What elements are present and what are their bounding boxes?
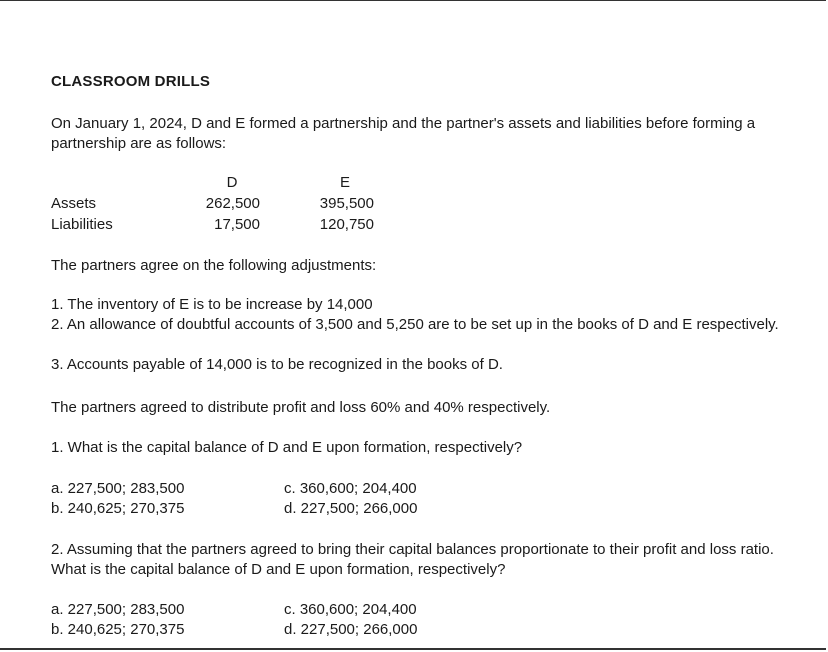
table-header-d: D — [226, 174, 238, 191]
question-1-choice-b: b. 240,625; 270,375 — [51, 500, 185, 517]
intro-paragraph: On January 1, 2024, D and E formed a partnership and the partner's assets and liabilities before forming a partnership are as follows: — [51, 115, 756, 152]
question-2-choice-a: a. 227,500; 283,500 — [51, 601, 185, 618]
question-2-choice-b: b. 240,625; 270,375 — [51, 621, 185, 638]
profit-loss-paragraph: The partners agreed to distribute profit and loss 60% and 40% respectively. — [51, 399, 551, 416]
table-row-label-liabilities: Liabilities — [51, 216, 113, 233]
page-title: CLASSROOM DRILLS — [51, 73, 211, 90]
question-2-choice-c: c. 360,600; 204,400 — [284, 601, 417, 618]
question-1-choice-d: d. 227,500; 266,000 — [284, 500, 418, 517]
table-cell-liabilities-e: 120,750 — [319, 216, 374, 233]
question-1-choice-c: c. 360,600; 204,400 — [284, 480, 417, 497]
table-cell-assets-e: 395,500 — [319, 195, 374, 212]
table-cell-liabilities-d: 17,500 — [214, 216, 260, 233]
adjustment-item-3: 3. Accounts payable of 14,000 is to be recognized in the books of D. — [51, 356, 503, 373]
table-row-label-assets: Assets — [51, 195, 97, 212]
adjustment-item-1: 1. The inventory of E is to be increase by 14,000 — [51, 296, 373, 313]
table-cell-assets-d: 262,500 — [205, 195, 260, 212]
adjustments-intro: The partners agree on the following adjustments: — [51, 257, 377, 274]
question-2-choice-d: d. 227,500; 266,000 — [284, 621, 418, 638]
question-1-text: 1. What is the capital balance of D and E upon formation, respectively? — [51, 439, 523, 456]
adjustment-item-2: 2. An allowance of doubtful accounts of 3,500 and 5,250 are to be set up in the books of D and E respectively. — [51, 316, 779, 333]
question-1-choice-a: a. 227,500; 283,500 — [51, 480, 185, 497]
question-2-text: 2. Assuming that the partners agreed to bring their capital balances proportionate to their profit and loss ratio. What is the capital balance of D and E upon formation, respectively? — [51, 541, 774, 578]
table-header-e: E — [339, 174, 350, 191]
